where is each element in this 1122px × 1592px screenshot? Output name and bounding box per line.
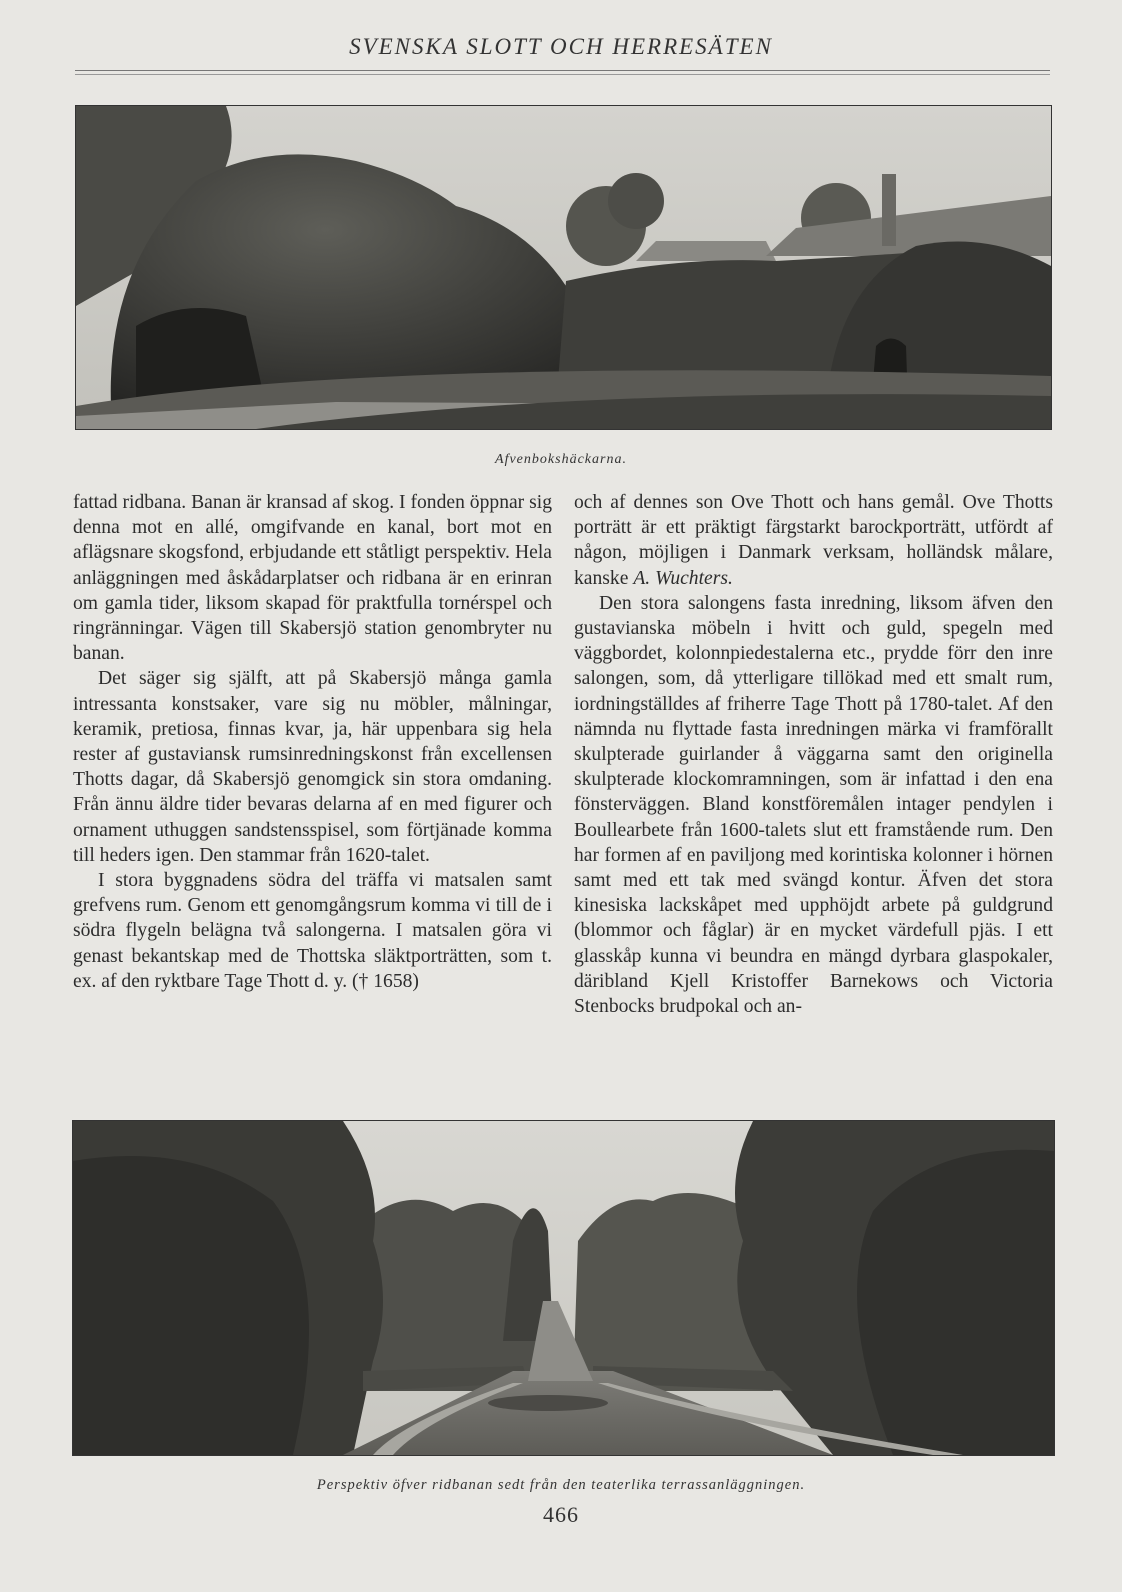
header-rule [75,70,1050,71]
header-rule-thin [75,74,1050,75]
paragraph: Det säger sig själft, att på Skabersjö många gamla intressanta konstsaker, vare sig nu möbler, målningar, keramik, pretiosa, finnas kvar, ja, här uppenbara sig hela rester af gustaviansk rumsinredningskonst från excellensen Thotts dagar, då Skabersjö genomgick sin stora omdaning. Från ännu äldre tider bevaras delarna af en med figurer och ornament uthuggen sandstensspisel, som förtjänade komma till heders igen. Den stammar från 1620-talet. [73,668,552,866]
text-column-left [73,490,552,994]
photo-caption-bottom: Perspektiv öfver ridbanan sedt från den teaterlika terrassanläggningen. [316,1477,806,1493]
avenue-photo-illustration [73,1121,1054,1455]
photo-caption-top: Afvenbokshäckarna. [495,452,627,467]
page-number: 466 [543,1502,579,1527]
paragraph-text: och af dennes son Ove Thott och hans gemål. Ove Thotts porträtt är ett präktigt färgstarkt barockporträtt, utfördt af någon, möjligen i Danmark verksam, holländsk målare, kanske [574,492,1053,589]
hedge-photo-illustration [76,106,1051,429]
photo-riding-track-perspective [72,1120,1055,1456]
paragraph: fattad ridbana. Banan är kransad af skog. I fonden öppnar sig denna mot en allé, omgifvande en kanal, bort mot en aflägsnare skogsfond, erbjudande ett ståtligt perspektiv. Hela anläggningen med åskådarplatser och ridbana är en erinran om gamla tider, liksom skapad för praktfulla tornérspel och ringränningar. Vägen till Skabersjö station genombryter nu banan. [73,492,552,665]
paragraph [574,490,1053,591]
running-title: SVENSKA SLOTT OCH HERRESÄTEN [349,34,773,59]
text-column-right [574,490,1053,1019]
paragraph: Den stora salongens fasta inredning, liksom äfven den gustavianska möbeln i hvitt och guld, spegeln med väggbordet, kolonnpiedestalerna etc., prydde förr den inre salongen, som, då ytterligare tillökad med ett smalt rum, iordningställdes af friherre Tage Thott på 1780-talet. Af den nämnda nu flyttade fasta inredningen märka vi framförallt skulpterade guirlander å väggarna samt den originella skulpterade klockomramningen, som är infattad i den ena fönsterväggen. Bland konstföremålen intager pendylen i Boullearbete från 1600-talets slut ett framstående rum. Den har formen af en paviljong med korintiska kolonner i hörnen samt med ett tak med svängd kontur. Äfven det stora kinesiska lackskåpet med upphöjdt arbete på guldgrund (blommor och fåglar) är en mycket värdefull pjäs. I ett glasskåp kunna vi beundra en mängd dyrbara glaspokaler, däribland Kjell Kristoffer Barnekows och Victoria Stenbocks brudpokal och an- [574,592,1053,1018]
photo-beech-hedges [75,105,1052,430]
artist-name: A. Wuchters. [633,567,733,589]
paragraph: I stora byggnadens södra del träffa vi matsalen samt grefvens rum. Genom ett genomgångsrum komma vi till de i södra flygeln belägna två salongerna. I matsalen göra vi genast bekantskap med de Thottska släktporträtten, som t. ex. af den ryktbare Tage Thott d. y. († 1658) [73,870,552,992]
